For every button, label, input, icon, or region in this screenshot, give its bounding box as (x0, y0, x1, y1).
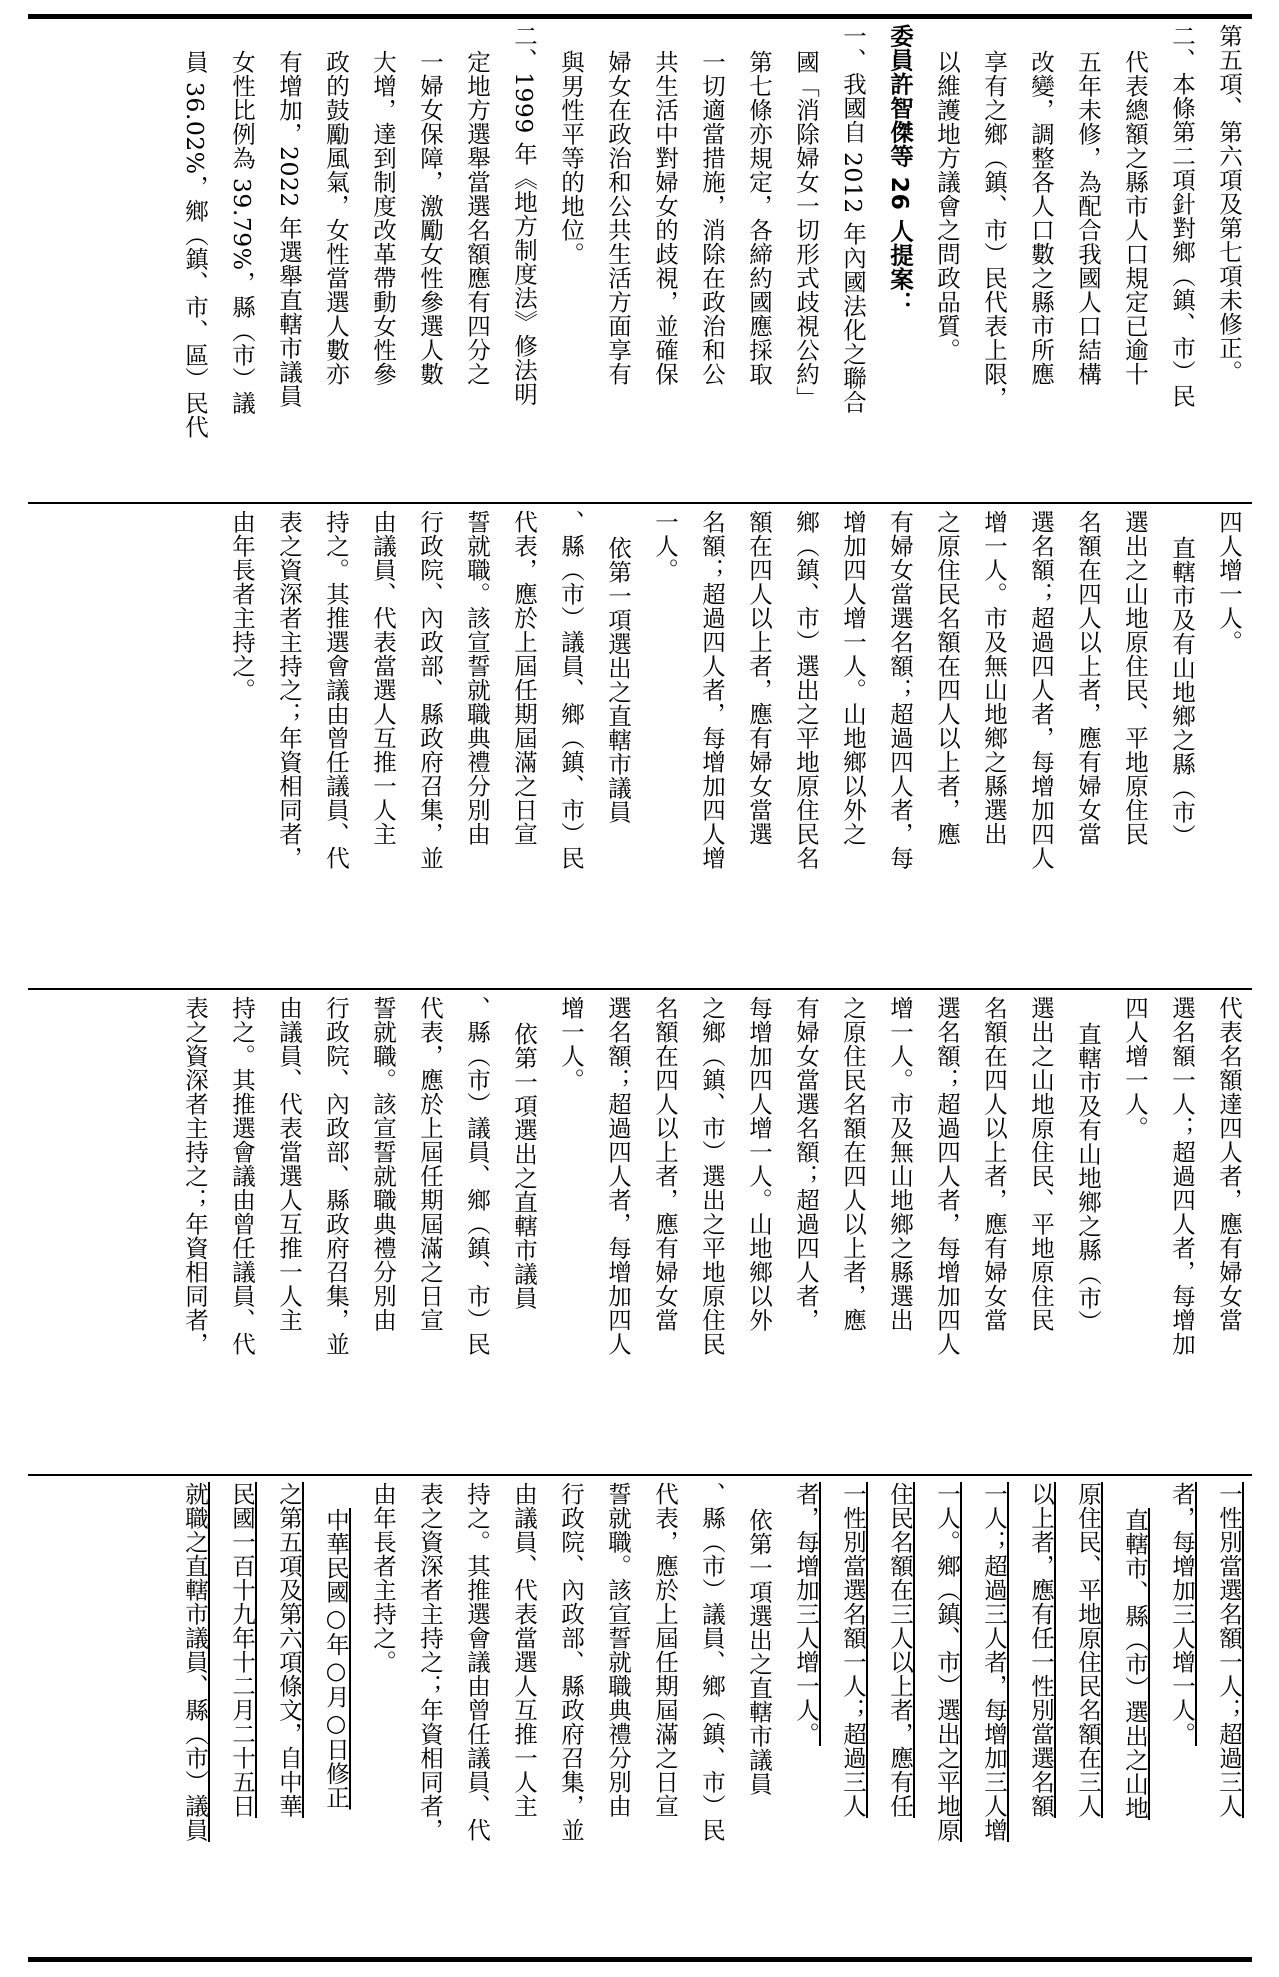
text-line: 代表總額之縣市人口規定已逾十 (1121, 49, 1149, 386)
band-1-text (171, 24, 1252, 494)
text-line: 定地方選舉當選名額應有四分之 (463, 49, 491, 386)
text-line: 、縣（市）議員、鄉（鎮、市）民 (463, 996, 491, 1356)
text-line: 二、本條第二項針對鄉（鎮、市）民 (1168, 24, 1196, 408)
text-line: 名額在四人以上者，應有婦女當 (1074, 510, 1102, 846)
text-line: 以維護地方議會之問政品質。 (933, 49, 961, 362)
text-line: 一、我國自 2012 年內國法化之聯合 (839, 24, 867, 414)
bottom-border-rule (28, 1957, 1252, 1962)
amended-text-line: 一人。鄉（鎮、市）選出之平地原 (933, 1482, 961, 1842)
text-line: 由議員、代表當選人互推一人主 (510, 1482, 538, 1818)
text-line: 由年長者主持之。 (369, 1482, 397, 1674)
text-line: 員 36.02%，鄉（鎮、市、區）民代 (181, 49, 209, 439)
text-line: 五年未修，為配合我國人口結構 (1074, 49, 1102, 386)
band-3 (28, 996, 1252, 1466)
text-line: 四人增一人。 (1215, 510, 1243, 654)
text-line: 有增加，2022 年選舉直轄市議員 (275, 49, 303, 408)
text-line: 持之。其推選會議由曾任議員、代 (322, 510, 350, 870)
text-line: 共生活中對婦女的歧視，並確保 (651, 49, 679, 386)
text-line: 有婦女當選名額；超過四人者， (792, 996, 820, 1332)
text-line: 行政院、內政部、縣政府召集，並 (557, 1482, 585, 1842)
text-line: 選名額；超過四人者，每增加四人 (1027, 510, 1055, 870)
text-line: 第七條亦規定，各締約國應採取 (745, 49, 773, 386)
band-3-text (171, 996, 1252, 1466)
text-line: 表之資深者主持之；年資相同者， (181, 996, 209, 1356)
amended-text-line: 者，每增加三人增一人。 (792, 1482, 820, 1746)
text-line: 四人增一人。 (1121, 996, 1149, 1140)
band-4 (28, 1482, 1252, 1952)
band-2 (28, 510, 1252, 980)
row-divider (28, 502, 1252, 504)
text-line: 與男性平等的地位。 (557, 49, 585, 266)
text-line: 選名額；超過四人者，每增加四人 (933, 996, 961, 1356)
text-line: 改變，調整各人口數之縣市所應 (1027, 49, 1055, 386)
top-border-rule (28, 14, 1252, 19)
text-line: 誓就職。該宣誓就職典禮分別由 (463, 510, 491, 846)
amended-text-line: 住民名額在三人以上者，應有任 (886, 1482, 914, 1818)
text-line: 選出之山地原住民、平地原住民 (1027, 996, 1055, 1332)
amended-text-line: 以上者，應有任一性別當選名額 (1027, 1482, 1055, 1818)
text-line: 由議員、代表當選人互推一人主 (369, 510, 397, 846)
text-line: 鄉（鎮、市）選出之平地原住民名 (792, 510, 820, 870)
text-line: 誓就職。該宣誓就職典禮分別由 (369, 996, 397, 1332)
amended-text-line: 民國一百十九年十二月二十五日 (228, 1482, 256, 1818)
text-line: 增一人。市及無山地鄉之縣選出 (886, 996, 914, 1332)
text-line: 婦女在政治和公共生活方面享有 (604, 49, 632, 386)
text-line: 名額在四人以上者，應有婦女當 (651, 996, 679, 1332)
text-line: 由議員、代表當選人互推一人主 (275, 996, 303, 1332)
text-line: 增一人。市及無山地鄉之縣選出 (980, 510, 1008, 846)
text-line: 代表名額達四人者，應有婦女當 (1215, 996, 1243, 1332)
text-line: 、縣（市）議員、鄉（鎮、市）民 (557, 510, 585, 870)
text-line: 一切適當措施，消除在政治和公 (698, 49, 726, 386)
text-line: 一婦女保障，激勵女性參選人數 (416, 49, 444, 386)
text-line: 持之。其推選會議由曾任議員、代 (228, 996, 256, 1356)
text-line: 選出之山地原住民、平地原住民 (1121, 510, 1149, 846)
amended-text-line: 原住民、平地原住民名額在三人 (1074, 1482, 1102, 1818)
row-divider (28, 1474, 1252, 1476)
amended-text-line: 者，每增加三人增一人。 (1168, 1482, 1196, 1746)
band-1 (28, 24, 1252, 494)
text-line: 增一人。 (557, 996, 585, 1092)
text-line: 政的鼓勵風氣，女性當選人數亦 (322, 49, 350, 386)
text-line: 依第一項選出之直轄市議員 (510, 1021, 538, 1310)
text-line: 二、1999 年《地方制度法》修法明 (510, 24, 538, 406)
text-line: 國「消除婦女一切形式歧視公約」 (792, 49, 820, 410)
text-line: 名額在四人以上者，應有婦女當 (980, 996, 1008, 1332)
text-line: 行政院、內政部、縣政府召集，並 (322, 996, 350, 1356)
text-line: 直轄市及有山地鄉之縣（市） (1168, 535, 1196, 848)
text-line: 額在四人以上者，應有婦女當選 (745, 510, 773, 846)
text-line: 第五項、第六項及第七項未修正。 (1215, 24, 1243, 384)
text-line: 表之資深者主持之；年資相同者， (416, 1482, 444, 1842)
proposal-heading: 委員許智傑等 26 人提案： (886, 24, 914, 316)
amended-text-line: 一人；超過三人者，每增加三人增 (980, 1482, 1008, 1842)
text-line: 表之資深者主持之；年資相同者， (275, 510, 303, 870)
text-line: 有婦女當選名額；超過四人者，每 (886, 510, 914, 870)
text-line: 直轄市及有山地鄉之縣（市） (1074, 1021, 1102, 1334)
amended-text-line: 就職之直轄市議員、縣（市）議員 (181, 1482, 209, 1842)
text-line: 每增加四人增一人。山地鄉以外 (745, 996, 773, 1332)
text-line: 行政院、內政部、縣政府召集，並 (416, 510, 444, 870)
text-line: 之鄉（鎮、市）選出之平地原住民 (698, 996, 726, 1356)
text-line: 大增，達到制度改革帶動女性參 (369, 49, 397, 386)
amended-text-line: 一性別當選名額一人；超過三人 (839, 1482, 867, 1818)
row-divider (28, 988, 1252, 990)
text-line: 、縣（市）議員、鄉（鎮、市）民 (698, 1482, 726, 1842)
text-line: 名額；超過四人者，每增加四人增 (698, 510, 726, 870)
text-line: 女性比例為 39.79%，縣（市）議 (228, 49, 256, 415)
text-line: 之原住民名額在四人以上者，應 (933, 510, 961, 846)
text-line: 代表，應於上屆任期屆滿之日宣 (651, 1482, 679, 1818)
text-line: 依第一項選出之直轄市議員 (745, 1507, 773, 1796)
text-line: 選名額一人；超過四人者，每增加 (1168, 996, 1196, 1356)
amended-text-line: 之第五項及第六項條文，自中華 (275, 1482, 303, 1818)
band-2-text (218, 510, 1252, 980)
amended-text-line: 一性別當選名額一人；超過三人 (1215, 1482, 1243, 1818)
band-4-text (171, 1482, 1252, 1952)
text-line: 誓就職。該宣誓就職典禮分別由 (604, 1482, 632, 1818)
amended-text-line: 直轄市、縣（市）選出之山地 (1121, 1507, 1149, 1820)
amended-text-line: 中華民國○年○月○日修正 (322, 1507, 350, 1810)
text-line: 代表，應於上屆任期屆滿之日宣 (416, 996, 444, 1332)
text-line: 選名額；超過四人者，每增加四人 (604, 996, 632, 1356)
text-line: 持之。其推選會議由曾任議員、代 (463, 1482, 491, 1842)
text-line: 由年長者主持之。 (228, 510, 256, 702)
text-line: 一人。 (651, 510, 679, 582)
text-line: 代表，應於上屆任期屆滿之日宣 (510, 510, 538, 846)
text-line: 增加四人增一人。山地鄉以外之 (839, 510, 867, 846)
text-line: 依第一項選出之直轄市議員 (604, 535, 632, 824)
text-line: 享有之鄉（鎮、市）民代表上限， (980, 49, 1008, 410)
text-line: 之原住民名額在四人以上者，應 (839, 996, 867, 1332)
